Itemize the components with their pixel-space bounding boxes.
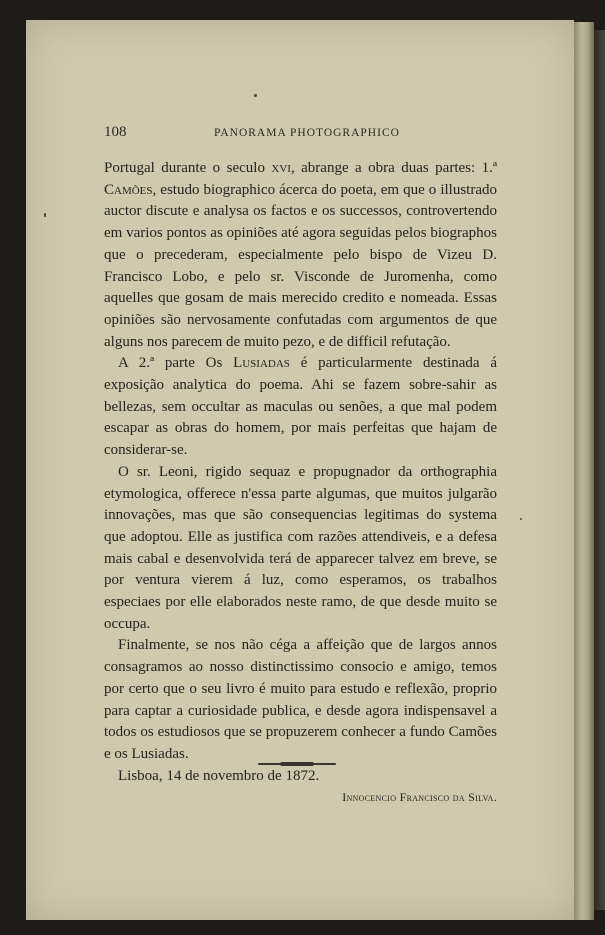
- book-spine-shadow: [594, 30, 605, 910]
- page-header: [104, 124, 497, 144]
- ink-speck: [44, 213, 46, 217]
- paragraph: [104, 158, 497, 353]
- text-run: Lisboa, 14 de novembro de 1872.: [118, 767, 320, 784]
- signature: Innocencio Francisco da Silva.: [342, 790, 497, 805]
- text-run: Portugal durante o seculo: [104, 160, 272, 176]
- text-run: , estudo biographico ácerca do poeta, em que o illustrado auctor discute e analysa os factos e os successos, controvertendo em varios pontos as opiniões até agora seguidas pelos biographos que o precederam, especialmente pelo bispo de Vizeu D. Francisco Lobo, e pelo sr. Visconde de Juromenha, como aquelles que gosam de mais merecido credito e nomeada. Essas opiniões são nervosamente confutadas com argumentos de que alguns nos parecem de muito pezo, e de difficil refutação.: [104, 181, 497, 350]
- ink-speck: [254, 94, 257, 97]
- small-caps-text: Lusiadas: [233, 355, 290, 372]
- text-run: A 2.ª parte Os: [118, 355, 234, 372]
- small-caps-text: Camões: [104, 181, 153, 198]
- text-run: , abrange a obra duas partes: 1.ª: [290, 160, 497, 176]
- paragraph: [104, 462, 497, 636]
- ink-speck: [520, 518, 522, 520]
- body-text: [104, 158, 497, 807]
- small-caps-text: xvi: [271, 160, 291, 176]
- paragraph: [104, 635, 497, 765]
- page-number: 108: [104, 124, 127, 140]
- paragraph: [104, 766, 497, 788]
- text-run: é particularmente destinada á exposição analytica do poema. Ahi se fazem sobre-sahir as bellezas, sem occultar as maculas ou senões, a que mal podem escapar as obras do homem, por mais perfeitas que hajam de considerar-se.: [104, 355, 497, 459]
- text-run: Finalmente, se nos não céga a affeição que de largos annos consagramos ao nosso distinctissimo consocio e amigo, temos por certo que o seu livro é muito para estudo e reflexão, proprio para captar a curiosidade publica, e desde agora indispensavel a todos os estudiosos que se propuzerem conhecer a fundo Camões e os Lusiadas.: [104, 637, 497, 762]
- text-run: O sr. Leoni, rigido sequaz e propugnador da orthographia etymologica, offerece n'essa parte algumas, que muitos julgarão innovações, mas que são consequencias legitimas do systema que adoptou. Elle as justifica com razões attendiveis, e a defesa mais cabal e desenvolvida terá de apparecer talvez em breve, se por ventura vierem á luz, como esperamos, os trabalhos especiaes por elle elaborados neste ramo, de que desde muito se occupa.: [104, 463, 497, 632]
- paragraph: [104, 353, 497, 462]
- ornamental-rule: [258, 763, 336, 765]
- running-title: PANORAMA PHOTOGRAPHICO: [214, 127, 400, 139]
- page-edge: [574, 22, 594, 920]
